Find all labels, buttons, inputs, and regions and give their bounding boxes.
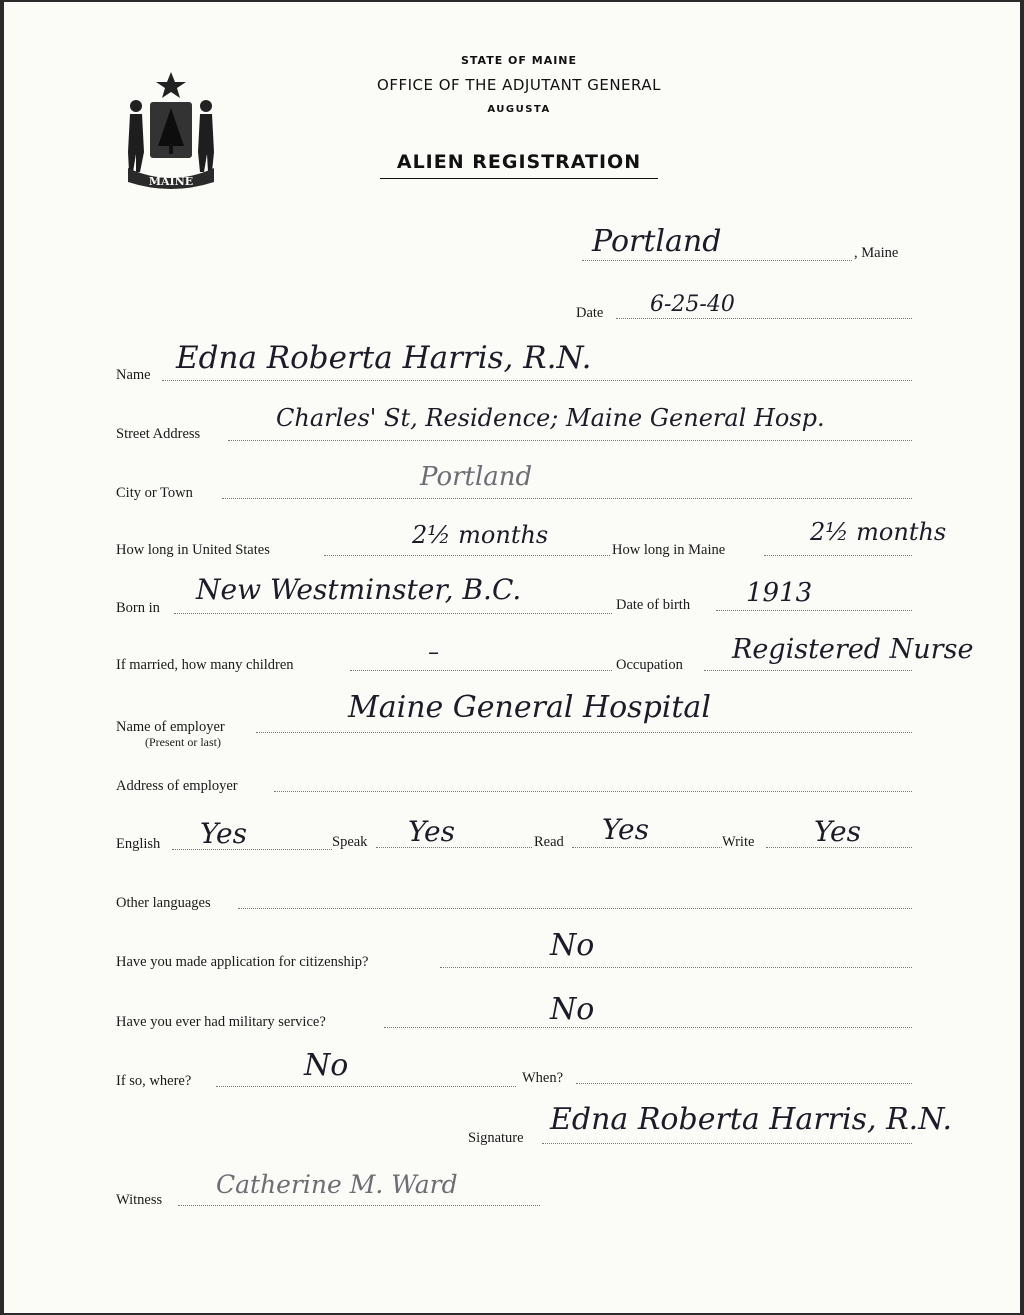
where-line [216,1086,516,1087]
when-line [576,1083,912,1084]
street-address-label: Street Address [116,426,201,442]
how-long-maine-label: How long in Maine [612,542,726,558]
signature-value: Edna Roberta Harris, R.N. [550,1102,953,1137]
where-label: If so, where? [116,1073,192,1089]
speak-value: Yes [408,815,455,848]
occupation-label: Occupation [616,657,683,673]
other-languages-line [238,908,912,909]
english-line [172,849,332,850]
date-label: Date [576,305,604,321]
citizenship-label: Have you made application for citizenship? [116,954,369,970]
place-line [582,260,852,261]
maine-state-seal-icon [120,68,222,196]
born-in-label: Born in [116,600,160,616]
date-of-birth-line [716,610,912,611]
city-value: Portland [420,462,533,492]
where-value: No [304,1048,349,1083]
how-long-us-line [324,555,610,556]
military-label: Have you ever had military service? [116,1014,326,1030]
city-label: City or Town [116,485,193,501]
read-value: Yes [602,813,649,846]
signature-label: Signature [468,1130,524,1146]
speak-label: Speak [332,834,368,850]
children-value: – [428,640,439,665]
street-address-value: Charles' St, Residence; Maine General Hosp. [276,404,825,432]
signature-line [542,1143,912,1144]
employer-label: Name of employer [116,719,225,735]
title-underline [380,178,658,179]
employer-address-label: Address of employer [116,778,238,794]
city-line [222,498,912,499]
place-value: Portland [592,224,722,259]
employer-line [256,732,912,733]
citizenship-line [440,967,912,968]
born-in-value: New Westminster, B.C. [196,573,522,606]
seal-text: MAINE [148,175,194,188]
employer-sublabel: (Present or last) [145,735,221,749]
other-languages-label: Other languages [116,895,211,911]
witness-line [178,1205,540,1206]
employer-value: Maine General Hospital [348,690,711,725]
place-label: , Maine [854,245,899,261]
how-long-us-label: How long in United States [116,542,270,558]
date-of-birth-label: Date of birth [616,597,691,613]
street-address-line [228,440,912,441]
registration-form [4,2,1020,1313]
born-in-line [174,613,612,614]
english-label: English [116,836,161,852]
citizenship-value: No [550,928,595,963]
how-long-maine-value: 2½ months [810,518,947,546]
occupation-value: Registered Nurse [732,634,974,665]
how-long-maine-line [764,555,912,556]
name-value: Edna Roberta Harris, R.N. [176,340,592,376]
witness-value: Catherine M. Ward [216,1170,458,1199]
children-line [350,670,612,671]
read-label: Read [534,834,564,850]
write-value: Yes [814,815,861,848]
witness-label: Witness [116,1192,163,1208]
read-line [572,847,722,848]
header-office: OFFICE OF THE ADJUTANT GENERAL [377,76,661,94]
english-value: Yes [200,817,247,850]
form-title: ALIEN REGISTRATION [396,151,642,173]
write-label: Write [722,834,755,850]
date-of-birth-value: 1913 [746,578,813,608]
name-line [162,380,912,381]
occupation-line [704,670,912,671]
date-line [616,318,912,319]
date-value: 6-25-40 [650,292,735,317]
children-label: If married, how many children [116,657,294,673]
name-label: Name [116,367,151,383]
military-line [384,1027,912,1028]
how-long-us-value: 2½ months [412,521,549,549]
header-state: STATE OF MAINE [460,54,578,67]
when-label: When? [522,1070,564,1086]
header-city: AUGUSTA [487,104,551,115]
military-value: No [550,992,595,1027]
employer-address-line [274,791,912,792]
